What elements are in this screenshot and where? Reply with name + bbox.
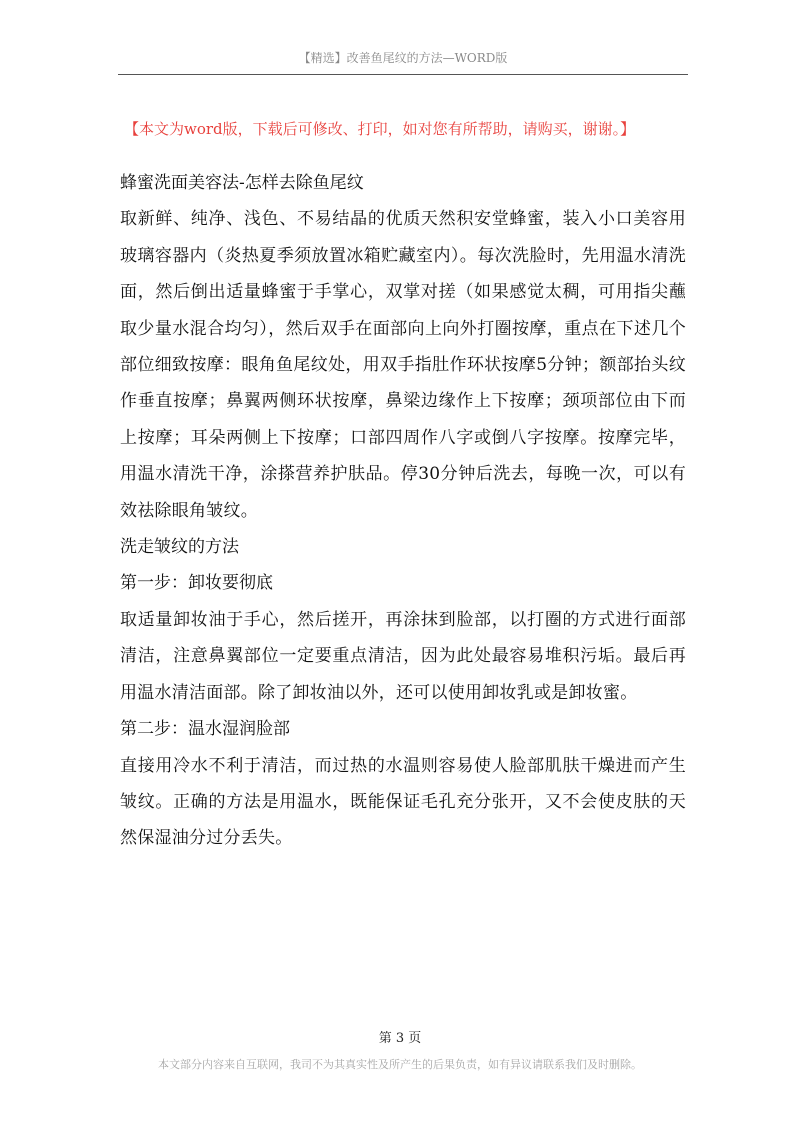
document-body — [120, 165, 686, 857]
paragraph-step-two: 直接用冷水不利于清洁，而过热的水温则容易使人脸部肌肤干燥进而产生皱纹。正确的方法是用温水，既能保证毛孔充分张开，又不会使皮肤的天然保湿油分过分丢失。 — [120, 755, 686, 849]
step-two-heading: 第二步：温水湿润脸部 — [120, 719, 290, 740]
page-number: 第 3 页 — [378, 1031, 422, 1046]
header-divider — [118, 74, 688, 75]
page-header: 【精选】改善鱼尾纹的方法—WORD版 — [298, 51, 508, 65]
section-heading-wash-wrinkles: 洗走皱纹的方法 — [120, 537, 239, 558]
section-heading-honey-facial: 蜂蜜洗面美容法-怎样去除鱼尾纹 — [120, 173, 364, 193]
footer-disclaimer: 本文部分内容来自互联网，我司不为其真实性及所产生的后果负责，如有异议请联系我们及时删除。 — [158, 1058, 642, 1071]
paragraph-step-one: 取适量卸妆油于手心，然后搓开，再涂抹到脸部，以打圈的方式进行面部清洁，注意鼻翼部位一定要重点清洁，因为此处最容易堆积污垢。最后再用温水清洁面部。除了卸妆油以外，还可以使用卸妆乳或是卸妆蜜。 — [120, 609, 686, 703]
step-one-heading: 第一步：卸妆要彻底 — [120, 573, 273, 594]
paragraph-honey-method: 取新鲜、纯净、浅色、不易结晶的优质天然积安堂蜂蜜，装入小口美容用玻璃容器内（炎热夏季须放置冰箱贮藏室内）。每次洗脸时，先用温水清洗面，然后倒出适量蜂蜜于手掌心，双掌对搓（如果感觉太稠，可用指尖蘸取少量水混合均匀），然后双手在面部向上向外打圈按摩，重点在下述几个部位细致按摩：眼角鱼尾纹处，用双手指肚作环状按摩5分钟；额部抬头纹作垂直按摩；鼻翼两侧环状按摩，鼻梁边缘作上下按摩；颈项部位由下而上按摩；耳朵两侧上下按摩；口部四周作八字或倒八字按摩。按摩完毕，用温水清洗干净，涂搽营养护肤品。停30分钟后洗去，每晚一次，可以有效祛除眼角皱纹。 — [120, 209, 686, 521]
download-notice: 【本文为word版，下载后可修改、打印，如对您有所帮助，请购买，谢谢。】 — [124, 120, 636, 138]
